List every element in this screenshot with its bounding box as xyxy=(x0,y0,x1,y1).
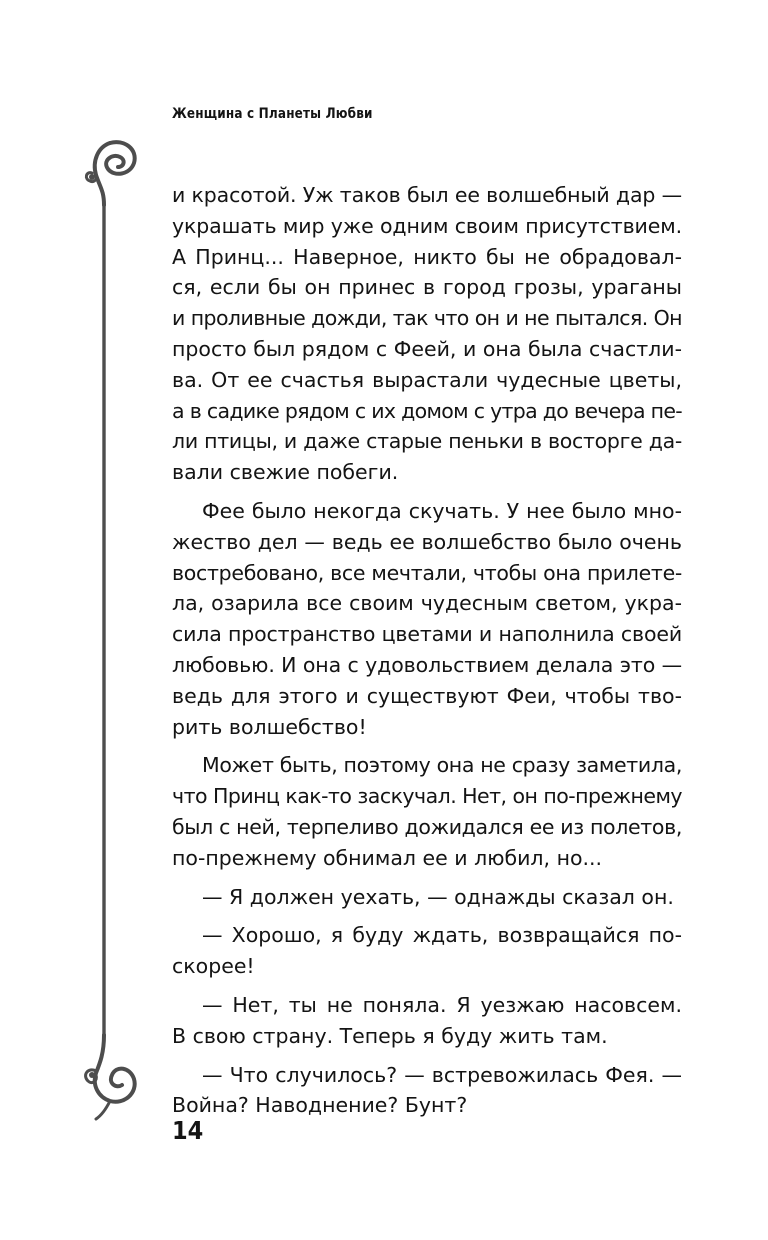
paragraph-gap xyxy=(172,488,682,496)
text-line: — Я должен уехать, — однажды сказал он. xyxy=(202,884,674,909)
paragraph xyxy=(172,180,682,488)
text-line: украшать мир уже одним своим присутствием. xyxy=(172,213,682,238)
text-line: ведь для этого и существуют Феи, чтобы тво- xyxy=(172,683,682,708)
text-line: жество дел — ведь ее волшебство было очень xyxy=(172,529,682,554)
paragraph xyxy=(172,920,682,982)
running-head: Женщина с Планеты Любви xyxy=(172,106,373,122)
text-line: Война? Наводнение? Бунт? xyxy=(172,1093,468,1118)
decorative-flourish-border xyxy=(82,135,162,1125)
text-line: — Нет, ты не поняла. Я уезжаю насовсем. xyxy=(202,992,682,1017)
paragraph-gap xyxy=(172,874,682,882)
text-line: сила пространство цветами и наполнила своей xyxy=(172,622,682,647)
text-line: ли птицы, и даже старые пеньки в восторге да- xyxy=(172,429,682,454)
paragraph-gap xyxy=(172,912,682,920)
text-line: скорее! xyxy=(172,954,255,979)
flourish-dot-top xyxy=(89,174,95,180)
text-line: вали свежие побеги. xyxy=(172,460,399,485)
paragraph-gap xyxy=(172,1052,682,1060)
text-line: — Хорошо, я буду ждать, возвращайся по- xyxy=(202,923,682,948)
paragraph xyxy=(172,882,682,913)
text-line: Может быть, поэтому она не сразу заметила, xyxy=(202,753,682,778)
body-text xyxy=(172,180,682,1121)
text-line: ся, если бы он принес в город грозы, ураганы xyxy=(172,275,682,300)
text-line: А Принц... Наверное, никто бы не обрадовал- xyxy=(172,244,682,269)
text-line: просто был рядом с Феей, и она была счастли- xyxy=(172,336,682,361)
text-line: ва. От ее счастья вырастали чудесные цветы, xyxy=(172,367,682,392)
paragraph-gap xyxy=(172,742,682,750)
text-line: а в садике рядом с их домом с утра до вечера пе- xyxy=(172,398,682,423)
paragraph-gap xyxy=(172,982,682,990)
paragraph xyxy=(172,496,682,742)
paragraph xyxy=(172,750,682,873)
text-line: что Принц как-то заскучал. Нет, он по-прежнему xyxy=(172,784,682,809)
text-line: Фее было некогда скучать. У нее было мно- xyxy=(202,498,682,523)
flourish-dot-bottom xyxy=(89,1072,95,1078)
text-line: рить волшебство! xyxy=(172,714,367,739)
text-line: по-прежнему обнимал ее и любил, но... xyxy=(172,845,603,870)
paragraph xyxy=(172,990,682,1052)
text-line: — Что случилось? — встревожилась Фея. — xyxy=(202,1062,682,1087)
page-number: 14 xyxy=(172,1116,204,1145)
text-line: был с ней, терпеливо дожидался ее из полетов, xyxy=(172,814,682,839)
text-line: и проливные дожди, так что он и не пытался. Он xyxy=(172,306,682,331)
text-line: ла, озарила все своим чудесным светом, укра- xyxy=(172,591,682,616)
text-line: востребовано, все мечтали, чтобы она прилете- xyxy=(172,560,682,585)
text-line: любовью. И она с удовольствием делала это — xyxy=(172,652,682,677)
paragraph xyxy=(172,1060,682,1122)
text-line: и красотой. Уж таков был ее волшебный дар — xyxy=(172,183,682,207)
text-line: В свою страну. Теперь я буду жить там. xyxy=(172,1023,608,1048)
